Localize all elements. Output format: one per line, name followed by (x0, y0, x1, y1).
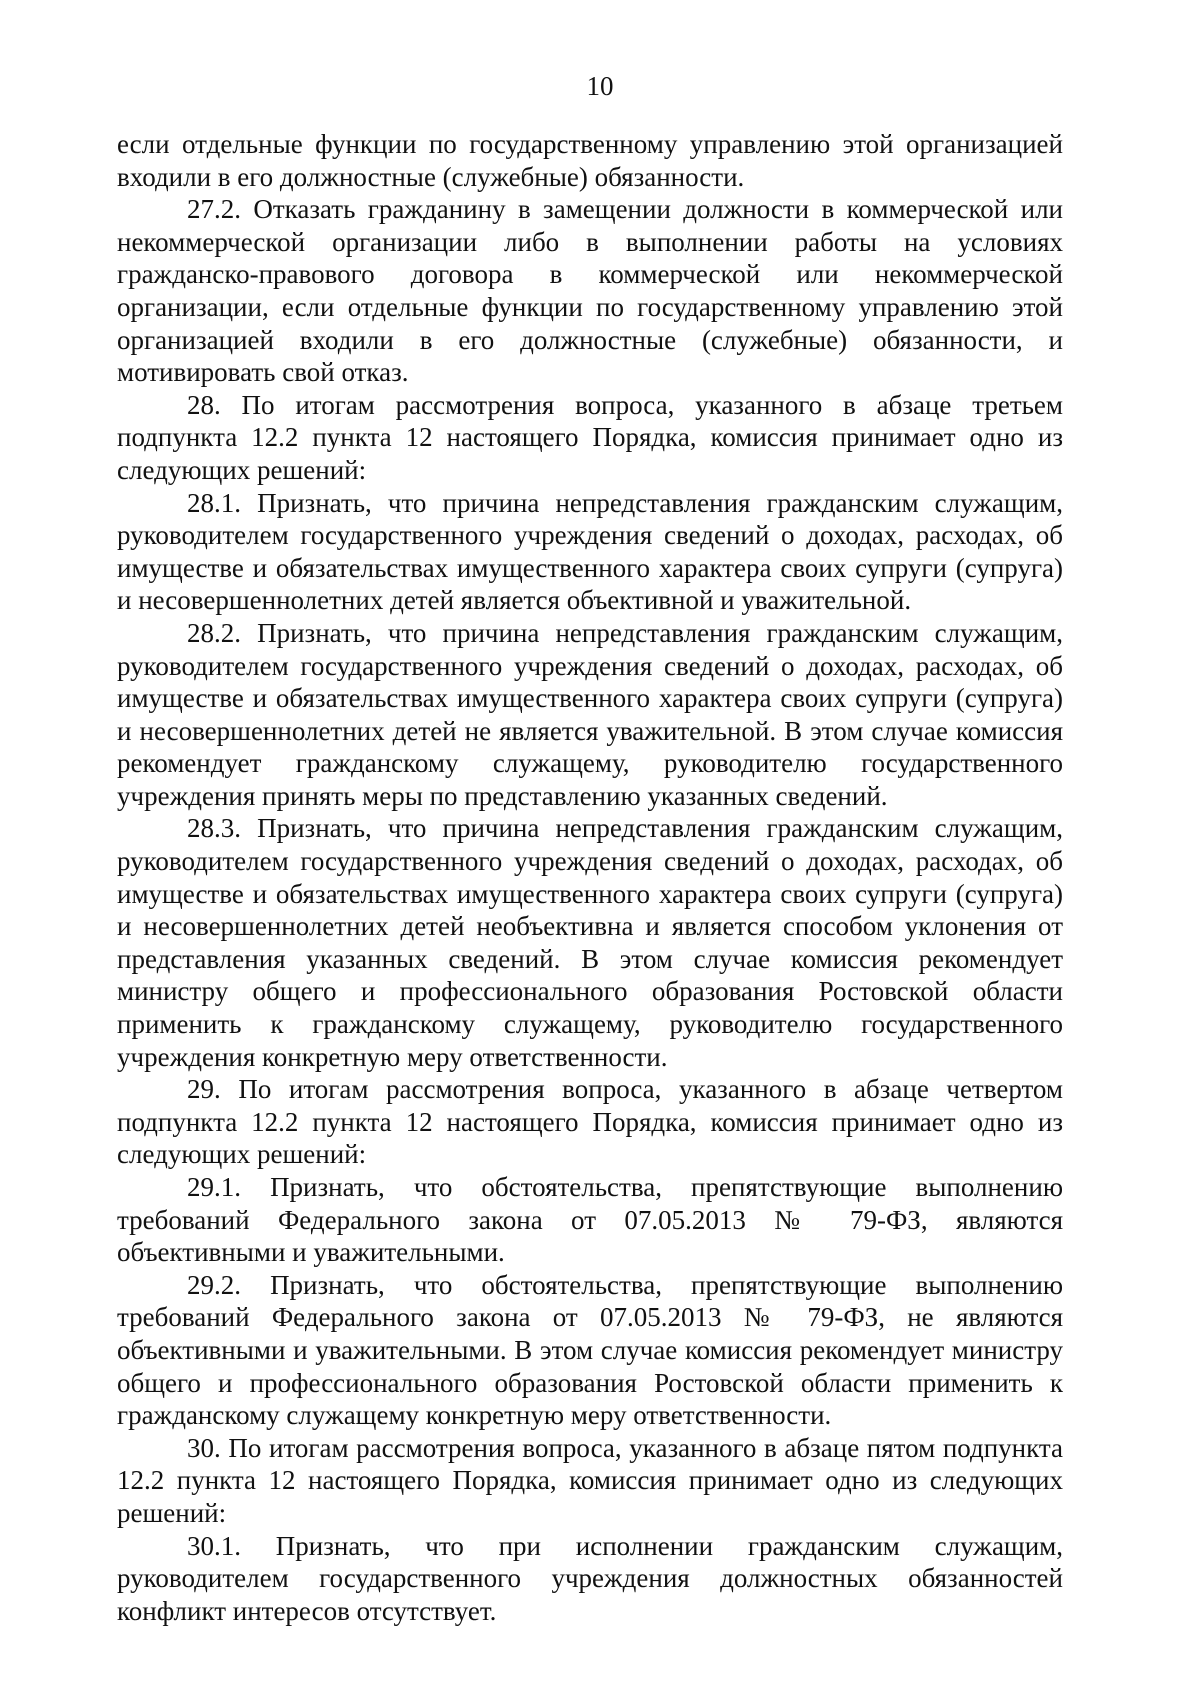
paragraph-28: 28. По итогам рассмотрения вопроса, указанного в абзаце третьем подпункта 12.2 пункта 12 настоящего Порядка, комиссия принимает одно из следующих решений: (117, 389, 1063, 485)
paragraph-30: 30. По итогам рассмотрения вопроса, указанного в абзаце пятом подпункта 12.2 пункта 12 настоящего Порядка, комиссия принимает одно из следующих решений: (117, 1432, 1063, 1528)
paragraph-28-3: 28.3. Признать, что причина непредставления гражданским служащим, руководителем государственного учреждения сведений о доходах, расходах, об имуществе и обязательствах имущественного характера своих супруги (супруга) и несовершеннолетних детей необъективна и является способом уклонения от представления указанных сведений. В этом случае комиссия рекомендует министру общего и профессионального образования Ростовской области применить к гражданскому служащему, руководителю государственного учреждения конкретную меру ответственности. (117, 813, 1063, 1072)
paragraph-continuation: если отдельные функции по государственному управлению этой организацией входили в его должностные (служебные) обязанности. (117, 129, 1063, 192)
page-number: 10 (586, 71, 614, 101)
paragraph-27-2: 27.2. Отказать гражданину в замещении должности в коммерческой или некоммерческой организации либо в выполнении работы на условиях гражданско-правового договора в коммерческой или некоммерческой организации, если отдельные функции по государственному управлению этой организацией входили в его должностные (служебные) обязанности, и мотивировать свой отказ. (117, 194, 1063, 388)
paragraph-29-2: 29.2. Признать, что обстоятельства, препятствующие выполнению требований Федерального закона от 07.05.2013 № 79-ФЗ, не являются объективными и уважительными. В этом случае комиссия рекомендует министру общего и профессионального образования Ростовской области применить к гражданскому служащему конкретную меру ответственности. (117, 1269, 1063, 1431)
paragraph-29-1: 29.1. Признать, что обстоятельства, препятствующие выполнению требований Федерального закона от 07.05.2013 № 79-ФЗ, являются объективными и уважительными. (117, 1172, 1063, 1268)
paragraph-29: 29. По итогам рассмотрения вопроса, указанного в абзаце четвертом подпункта 12.2 пункта 12 настоящего Порядка, комиссия принимает одно из следующих решений: (117, 1074, 1063, 1170)
paragraph-28-1: 28.1. Признать, что причина непредставления гражданским служащим, руководителем государственного учреждения сведений о доходах, расходах, об имуществе и обязательствах имущественного характера своих супруги (супруга) и несовершеннолетних детей является объективной и уважительной. (117, 487, 1063, 616)
document-body (117, 128, 1063, 1627)
paragraph-30-1: 30.1. Признать, что при исполнении гражданским служащим, руководителем государственного учреждения должностных обязанностей конфликт интересов отсутствует. (117, 1530, 1063, 1626)
paragraph-28-2: 28.2. Признать, что причина непредставления гражданским служащим, руководителем государственного учреждения сведений о доходах, расходах, об имуществе и обязательствах имущественного характера своих супруги (супруга) и несовершеннолетних детей не является уважительной. В этом случае комиссия рекомендует гражданскому служащему, руководителю государственного учреждения принять меры по представлению указанных сведений. (117, 617, 1063, 811)
